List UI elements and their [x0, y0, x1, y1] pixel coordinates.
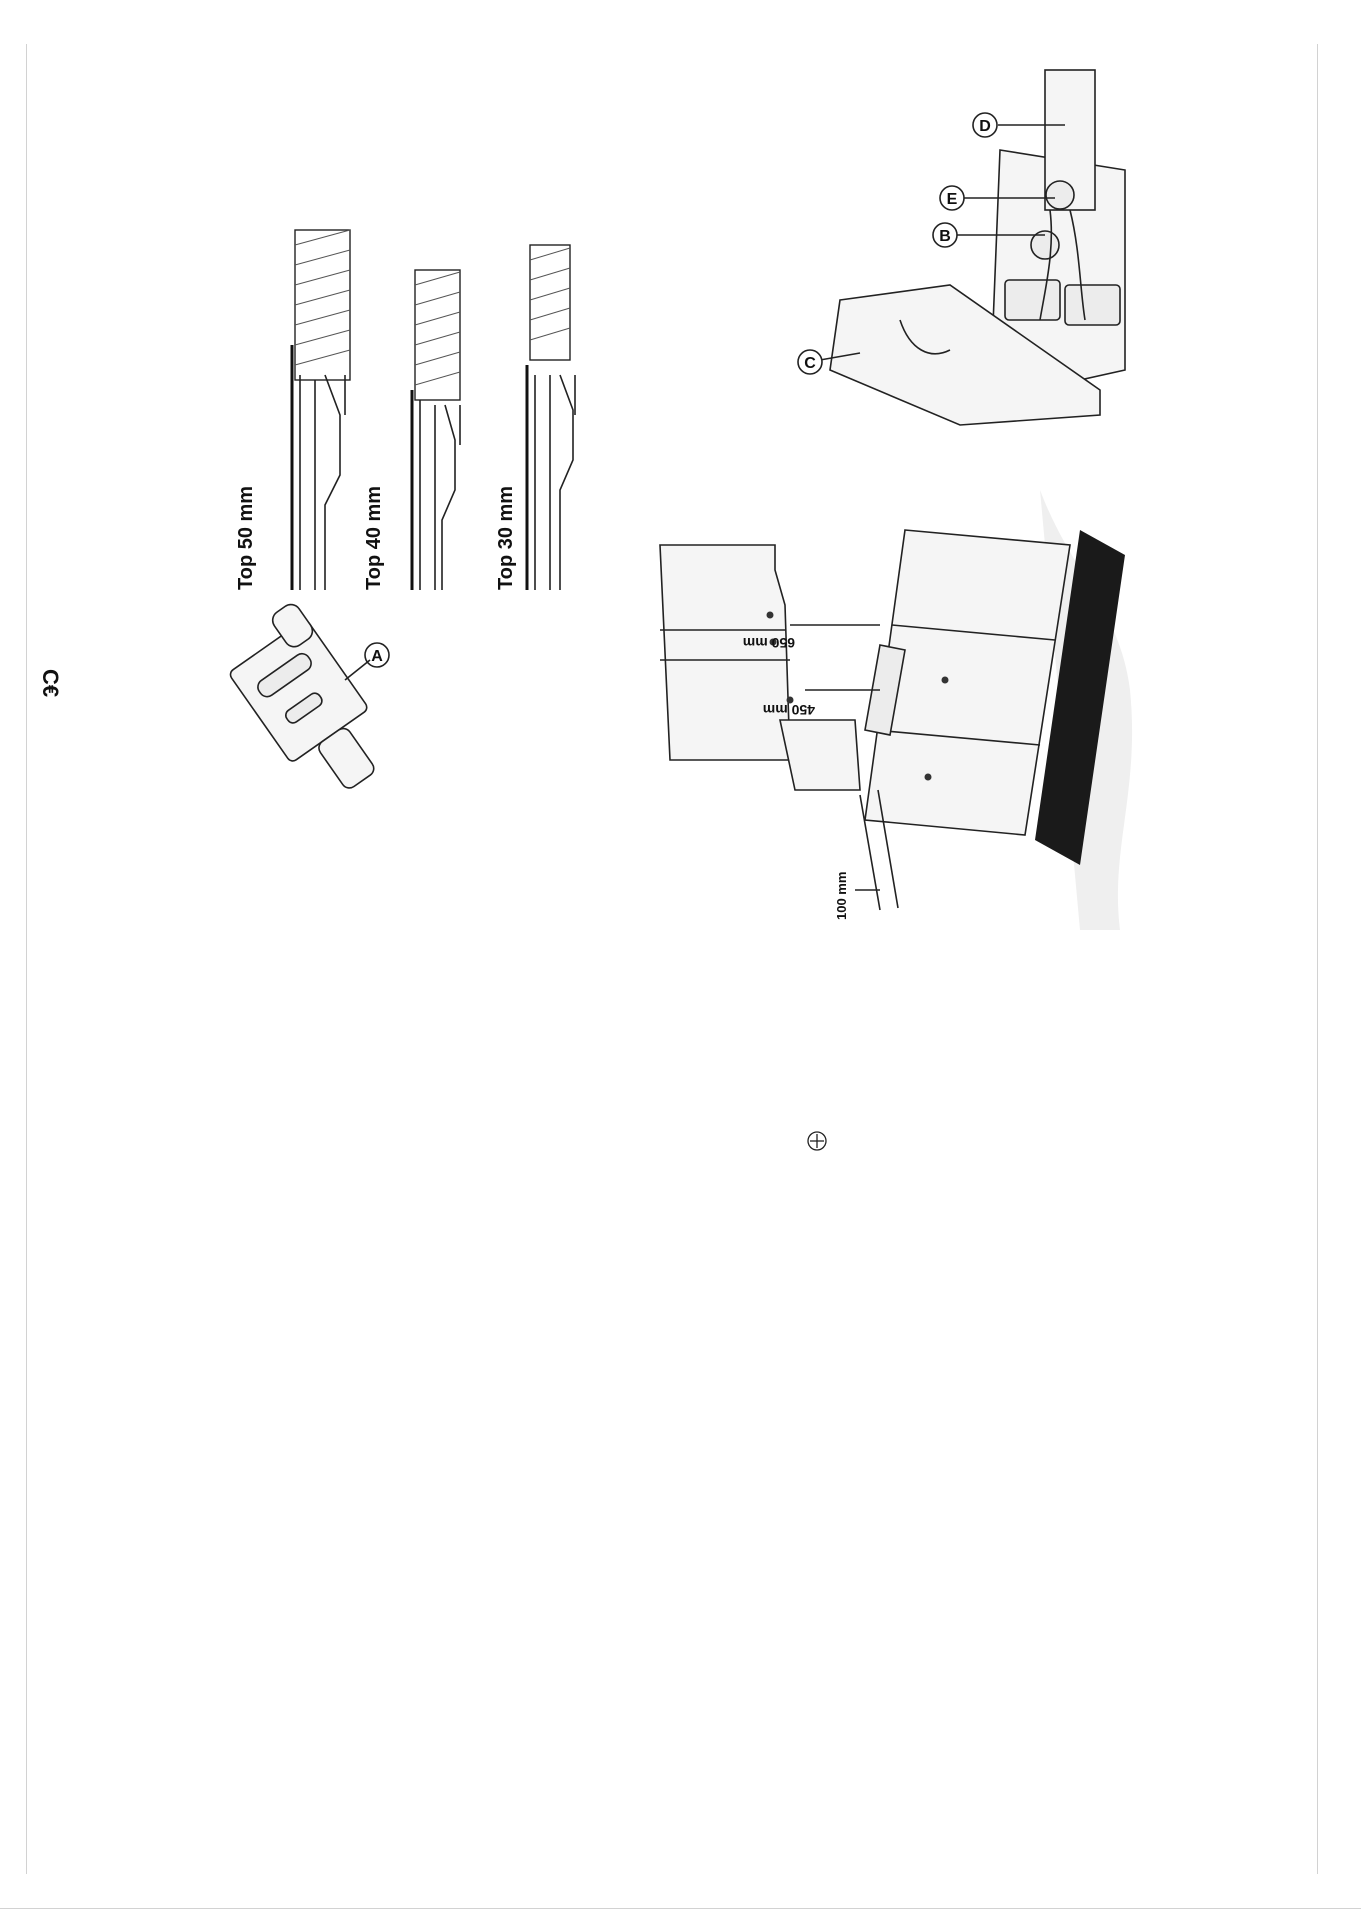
label-top-30: Top 30 mm	[495, 485, 517, 590]
dimension-650: 650 mm	[742, 635, 795, 651]
bracket-figure	[225, 600, 405, 820]
label-top-50: Top 50 mm	[235, 485, 257, 590]
page-border-right	[1317, 44, 1318, 1874]
dimension-450: 450 mm	[762, 702, 815, 718]
clearance-figure	[640, 490, 1160, 950]
callout-e: E	[946, 191, 958, 208]
page-border-bottom	[0, 1908, 1361, 1909]
label-top-40: Top 40 mm	[363, 485, 385, 590]
earth-ground-icon	[806, 1130, 828, 1152]
worktop-sections-figure	[230, 225, 630, 595]
section-30	[527, 245, 575, 590]
dimension-100: 100 mm	[834, 871, 849, 920]
section-50	[292, 230, 350, 590]
callout-b: B	[939, 228, 951, 245]
ce-mark: C€	[38, 668, 64, 698]
page-border-left	[26, 44, 27, 1874]
section-40	[412, 270, 460, 590]
callout-d: D	[979, 118, 991, 135]
callout-c: C	[804, 355, 816, 372]
terminal-block-figure	[780, 70, 1160, 430]
callout-a: A	[371, 648, 383, 665]
